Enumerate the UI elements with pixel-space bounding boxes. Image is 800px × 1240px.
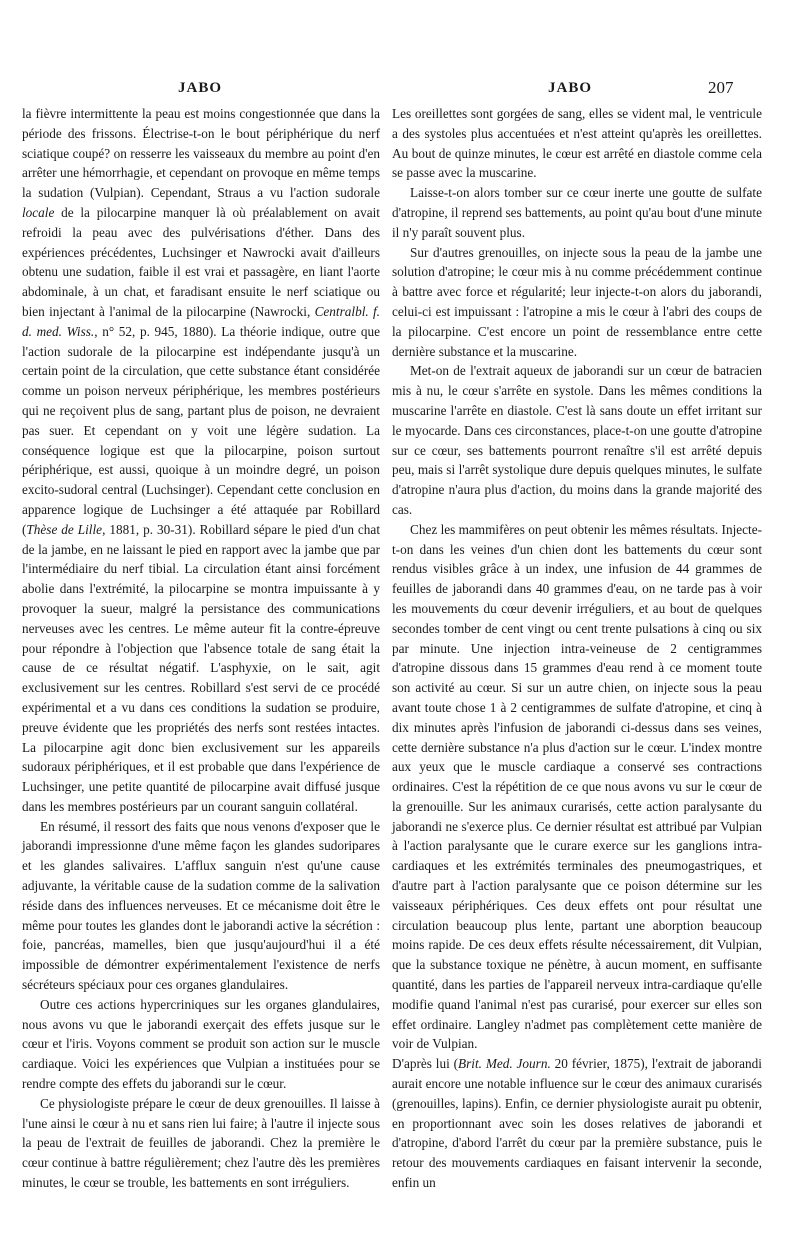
running-header <box>0 80 800 104</box>
left-column <box>22 104 380 1193</box>
text-run: de la pilocarpine manquer là où préalablement on avait refroidi la peau avec des pulvérisations d'éther. Dans des expériences précédentes, Luchsinger et Nawrocki avait d'ailleurs obtenu une sudation, faible il est vrai et passagère, en liant l'aorte abdominale, à un chat, et faradisant ensuite le nerf sciatique ou bien injectant à l'animal de la pilocarpine (Nawrocki, <box>22 204 380 319</box>
text-run: , n° 52, p. 945, 1880). La théorie indique, outre que l'action sudorale de la pilocarpine est indépendante jusqu'à un certain point de la circulation, que cette substance étant considérée comme un poison nerveux périphérique, les membres postérieurs qui ne reçoivent plus de sang, partant plus de poison, ne devraient pas suer. Et cependant on y voit une légère sudation. La conséquence logique est que la pilocarpine, poison surtout périphérique, est aussi, quoique à un moindre degré, un poison excito-sudoral central (Luchsinger). Cependant cette conclusion en apparence logique de Luchsinger a été attaquée par Robillard ( <box>22 323 381 537</box>
text-run: la fièvre intermittente la peau est moins congestionnée que dans la période des frissons. Électrise-t-on le bout périphérique du nerf sciatique coupé? on resserre les vaisseaux du membre au point d'en arrêter une hémorrhagie, et cependant on provoque en même temps la sudation (Vulpian). Cependant, Straus a vu l'action sudorale <box>22 106 380 201</box>
left-running-title: JABO <box>178 80 223 96</box>
left-paragraph-1 <box>22 104 380 817</box>
text-run: 20 février, 1875), l'extrait de jaborandi aurait encore une notable influence sur le cœur des animaux curarisés (grenouilles, lapins). Enfin, ce dernier physiologiste aurait pu obtenir, en proportionnant avec soin les doses relatives de jaborandi et d'atropine, d'abord l'arrêt du cœur par la première substance, puis le retour des mouvements cardiaques en faisant intervenir la seconde, enfin un <box>392 1056 762 1191</box>
right-paragraph-5: Chez les mammifères on peut obtenir les mêmes résultats. Injecte-t-on dans les veines d'un chien dont les battements du cœur sont rendus visibles grâce à un index, une infusion de 44 grammes de feuilles de jaborandi dans 40 grammes d'eau, on ne tarde pas à voir les mouvements du cœur devenir irréguliers, et au bout de quelques secondes tomber de cent vingt ou cent trente pulsations à cinq ou six par minute. Une injection intra-veineuse de 2 centigrammes d'atropine dissous dans 15 grammes d'eau rend à ce moment toute son activité au cœur. Si sur un autre chien, on injecte sous la peau avant toute chose 1 à 2 centigrammes de sulfate d'atropine, et cinq à dix minutes après l'infusion de jaborandi ci-dessus dans ses veines, cette dernière substance n'a plus d'action sur le cœur. L'index montre aux yeux que le muscle cardiaque a conservé ses contractions ordinaires. C'est la répétition de ce que nous avons vu sur le cœur de la grenouille. Sur les animaux curarisés, cette action paralysante du jaborandi ne s'exerce plus. Ce dernier résultat est attribué par Vulpian à l'action paralysante que le curare exerce sur les ganglions intra-cardiaques et les extrémités terminales des pneumogastriques, et d'autre part à l'action paralysante que ce poison détermine sur les vaisseaux périphériques. Ces deux effets ont pour résultat une circulation beaucoup plus lente, partant une aborption beaucoup moins rapide. De ces deux effets résulte nécessairement, dit Vulpian, que la substance toxique ne pénètre, à aucun moment, en suffisante quantité, dans les parties de l'appareil nerveux intra-cardiaque qu'elle modifie quand l'animal n'est pas curarisé, pour exercer sur elles son effet ordinaire. Langley n'admet pas complètement cette manière de voir de Vulpian. <box>392 521 762 1052</box>
citation-journal: Brit. Med. Journ. <box>458 1056 551 1072</box>
italic-run: locale <box>22 204 55 220</box>
right-paragraph-1: Les oreillettes sont gorgées de sang, elles se vident mal, le ventricule a des systoles plus accentuées et n'est atteint qu'après les oreillettes. Au bout de quinze minutes, le cœur est arrêté en diastole comme cela se passe avec la muscarine. <box>392 106 762 181</box>
citation-journal: Centralbl. f. d. med. Wiss. <box>22 303 380 339</box>
text-run: D'après lui ( <box>392 1056 459 1072</box>
left-paragraph-3: Outre ces actions hypercriniques sur les organes glandulaires, nous avons vu que le jaborandi exerçait des effets jusque sur le cœur et l'iris. Voyons comment se produit son action sur le muscle cardiaque. Voici les expériences que Vulpian a instituées pour se rendre compte des effets du jaborandi sur le cœur. <box>22 996 380 1092</box>
left-paragraph-4: Ce physiologiste prépare le cœur de deux grenouilles. Il laisse à l'une ainsi le cœur à nu et sans rien lui faire; à l'autre il injecte sous la peau de l'extrait de feuilles de jaborandi. Chez la première le cœur continue à battre régulièrement; chez l'autre dès les premières minutes, le cœur se trouble, les battements en sont irréguliers. <box>22 1095 380 1191</box>
right-paragraph-6 <box>392 1054 762 1193</box>
right-running-title: JABO <box>548 80 593 96</box>
right-column <box>392 104 762 1193</box>
right-paragraph-2: Laisse-t-on alors tomber sur ce cœur inerte une goutte de sulfate d'atropine, il reprend ses battements, au point qu'au bout d'une minute il n'y paraît souvent plus. <box>392 185 762 240</box>
right-paragraph-3: Sur d'autres grenouilles, on injecte sous la peau de la jambe une solution d'atropine; le cœur mis à nu comme précédemment continue à battre avec force et régularité; leur injecte-t-on alors du jaborandi, celui-ci est impuissant : l'atropine a mis le cœur à l'abri des coups de la pilocarpine. C'est encore un point de ressemblance entre cette dernière substance et la muscarine. <box>392 244 762 359</box>
text-run: , 1881, p. 30-31). Robillard sépare le pied d'un chat de la jambe, en ne laissant le pied en rapport avec la jambe que par l'intermédiaire du nerf tibial. La circulation étant ainsi forcément abolie dans l'extrémité, la pilocarpine se montra impuissante à y provoquer la sueur, malgré la persistance des communications nerveuses avec les centres. Le même auteur fit la contre-épreuve pour répondre à l'objection que l'absence totale de sang était la cause de ce résultat négatif. L'asphyxie, on le sait, agit exclusivement sur les centres. Robillard s'est servi de ce procédé expérimental et a vu dans ces conditions la sudation se produire, preuve évidente que les propriétés des nerfs sont restées intactes. La pilocarpine agit donc bien exclusivement sur les appareils sudoraux périphériques, et il est probable que dans l'expérience de Luchsinger, une petite quantité de pilocarpine avait diffusé jusque dans les membres postérieurs par un courant sanguin collatéral. <box>22 521 380 814</box>
left-paragraph-2: En résumé, il ressort des faits que nous venons d'exposer que le jaborandi impressionne d'une même façon les glandes sudoripares et les glandes salivaires. L'afflux sanguin n'est qu'une cause adjuvante, la véritable cause de la sudation comme de la salivation réside dans des influences nerveuses. Et ce mécanisme doit être le même pour toutes les glandes dont le jaborandi active la sécrétion : foie, pancréas, mamelles, bien que jusqu'aujourd'hui il a été impossible de démontrer expérimentalement l'existence de nerfs sécréteurs spéciaux pour ces organes glandulaires. <box>22 818 380 993</box>
page-number: 207 <box>708 78 734 97</box>
citation-thesis: Thèse de Lille <box>26 521 103 537</box>
right-paragraph-4: Met-on de l'extrait aqueux de jaborandi sur un cœur de batracien mis à nu, le cœur s'arrête en systole. Dans les mêmes conditions la muscarine l'arrête en diastole. C'est là sans doute un effet irritant sur le myocarde. Dans ces circonstances, place-t-on une goutte d'atropine sur ce cœur, ses battements pourront renaître s'il est arrêté depuis peu, mais si l'arrêt systolique dure depuis quelques minutes, le sulfate d'atropine n'aura plus d'action, du moins dans la grande majorité des cas. <box>392 363 762 517</box>
